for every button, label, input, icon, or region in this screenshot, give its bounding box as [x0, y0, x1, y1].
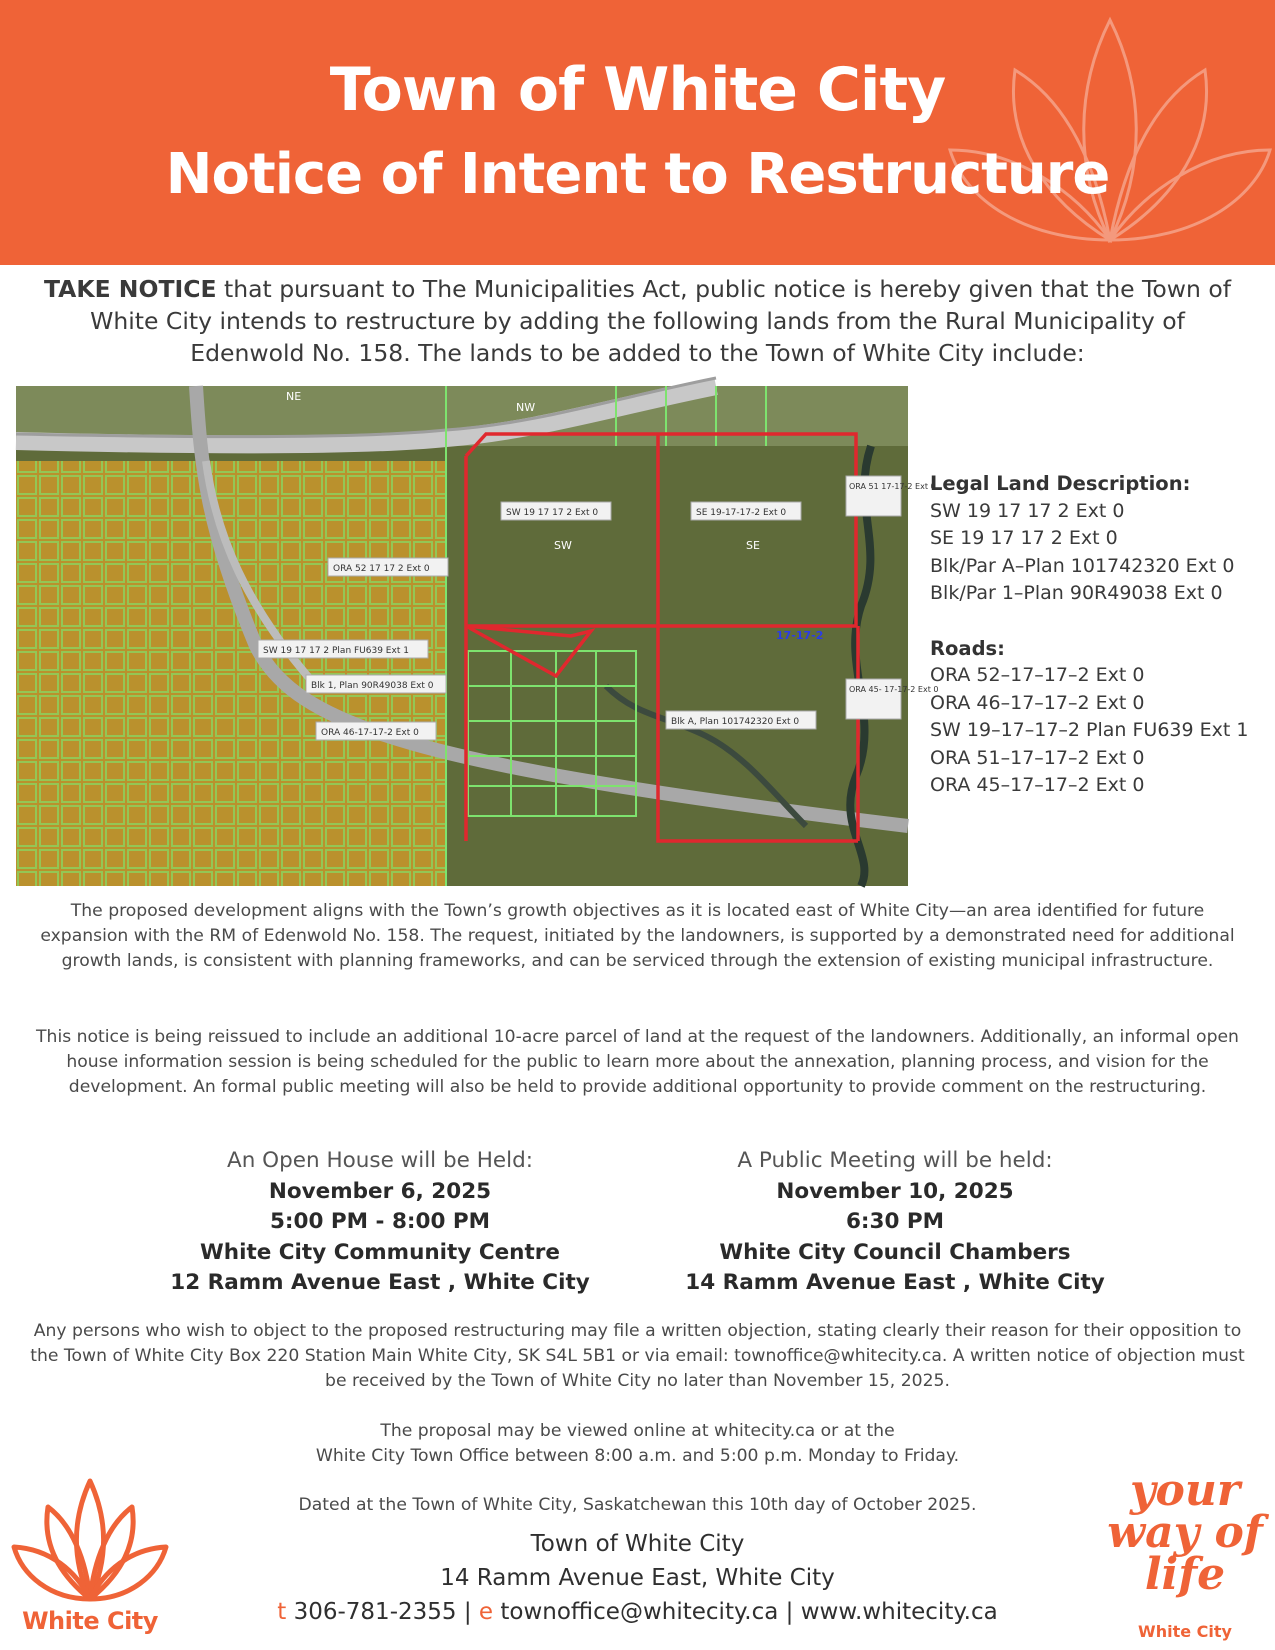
legal-heading: Legal Land Description:	[930, 472, 1191, 495]
legal-item: Blk/Par A–Plan 101742320 Ext 0	[930, 554, 1235, 577]
dated-line: Dated at the Town of White City, Saskatchewan this 10th day of October 2025.	[298, 1495, 977, 1515]
map-quarter-se: SE	[746, 539, 760, 552]
map-label-sw19: SW 19 17 17 2 Ext 0	[506, 508, 599, 518]
objection-paragraph: Any persons who wish to object to the proposed restructuring may file a written objection, stating clearly their reason for their opposition to the Town of White City Box 220 Station Main White City, SK S4L 5B1 or via email: townoffice@whitecity.ca. A written notice of objection must be received by the Town of White City no later than November 15, 2025.	[30, 1321, 1245, 1391]
map-quarter-nw: NW	[516, 401, 536, 414]
open-house-date: November 6, 2025	[268, 1178, 492, 1204]
road-item: SW 19–17–17–2 Plan FU639 Ext 1	[930, 719, 1249, 741]
open-house-time: 5:00 PM - 8:00 PM	[269, 1209, 491, 1234]
contact-org: Town of White City	[530, 1531, 745, 1557]
logo-left-name: White City	[22, 1607, 158, 1635]
map-label-blk1: Blk 1, Plan 90R49038 Ext 0	[311, 681, 434, 691]
legal-item: SW 19 17 17 2 Ext 0	[930, 499, 1125, 522]
map-label-blka: Blk A, Plan 101742320 Ext 0	[671, 717, 800, 727]
open-house-lead: An Open House will be Held:	[227, 1148, 533, 1173]
logo-right-name: White City	[1138, 1622, 1232, 1641]
email-prefix: e	[478, 1599, 494, 1625]
lotus-logo-icon	[10, 1475, 170, 1605]
white-city-logo	[10, 1475, 170, 1645]
phone-prefix: t	[277, 1599, 287, 1625]
contact-block	[180, 1527, 1095, 1629]
road-item: ORA 51–17–17–2 Ext 0	[930, 746, 1145, 769]
contact-line	[180, 1595, 1095, 1629]
development-paragraph: The proposed development aligns with the Town’s growth objectives as it is located east of White City—an area identified for future expansion with the RM of Edenwold No. 158. The request, initiated by the landowners, is supported by a demonstrated need for additional growth lands, is consistent with planning frameworks, and can be serviced through the extension of existing municipal infrastructure.	[40, 901, 1235, 971]
logo-tagline: your way of life	[1107, 1465, 1263, 1600]
area-map	[16, 386, 939, 886]
lotus-decoration-icon	[945, 0, 1275, 265]
map-label-sw19-plan: SW 19 17 17 2 Plan FU639 Ext 1	[263, 646, 409, 656]
contact-address: 14 Ramm Avenue East, White City	[440, 1565, 835, 1591]
map-label-ora51: ORA 51 17-17-2 Ext 0	[849, 482, 936, 491]
map-label-ora52: ORA 52 17 17 2 Ext 0	[333, 564, 430, 574]
open-house-venue: White City Community Centre	[200, 1239, 560, 1265]
page-subtitle: Notice of Intent to Restructure	[165, 142, 1110, 207]
open-house-block	[130, 1146, 630, 1299]
map-image	[16, 386, 939, 886]
open-house-address: 12 Ramm Avenue East , White City	[170, 1270, 590, 1295]
contact-phone: 306-781-2355 |	[286, 1599, 479, 1625]
take-notice-lead: TAKE NOTICE	[43, 275, 217, 303]
map-label-ora45: ORA 45- 17-17-2 Ext 0	[849, 685, 939, 694]
legal-land-description	[930, 470, 1260, 800]
view-line-2: White City Town Office between 8:00 a.m. and 5:00 p.m. Monday to Friday.	[315, 1446, 960, 1466]
public-meeting-date: November 10, 2025	[776, 1178, 1014, 1204]
view-line-1: The proposal may be viewed online at whitecity.ca or at the	[380, 1421, 895, 1441]
public-meeting-venue: White City Council Chambers	[719, 1239, 1071, 1265]
map-label-ora46: ORA 46-17-17-2 Ext 0	[321, 728, 419, 738]
intro-text: that pursuant to The Municipalities Act, public notice is hereby given that the Town of White City intends to restructure by adding the following lands from the Rural Municipality of Edenwold No. 158. The lands to be added to the Town of White City include:	[90, 275, 1232, 367]
public-meeting-block	[645, 1146, 1145, 1299]
roads-heading: Roads:	[930, 636, 1005, 660]
contact-email-web[interactable]: townoffice@whitecity.ca | www.whitecity.ca	[493, 1599, 998, 1625]
map-label-se19: SE 19-17-17-2 Ext 0	[696, 508, 787, 518]
road-item: ORA 45–17–17–2 Ext 0	[930, 774, 1145, 796]
public-meeting-time: 6:30 PM	[845, 1209, 945, 1234]
reissue-paragraph: This notice is being reissued to include an additional 10-acre parcel of land at the request of the landowners. Additionally, an informal open house information session is being scheduled for the public to learn more about the annexation, planning process, and vision for the development. An formal public meeting will also be held to provide additional opportunity to provide comment on the restructuring.	[36, 1027, 1239, 1097]
map-quarter-sw: SW	[554, 539, 572, 552]
your-way-of-life-logo	[1100, 1465, 1270, 1648]
intro-paragraph	[30, 273, 1245, 369]
map-quarter-ne: NE	[286, 390, 302, 403]
header-banner	[0, 0, 1275, 265]
road-item: ORA 52–17–17–2 Ext 0	[930, 664, 1145, 686]
legal-item: SE 19 17 17 2 Ext 0	[930, 527, 1118, 549]
map-township-label: 17-17-2	[776, 629, 824, 642]
legal-item: Blk/Par 1–Plan 90R49038 Ext 0	[930, 582, 1223, 604]
page-title: Town of White City	[329, 55, 946, 125]
road-item: ORA 46–17–17–2 Ext 0	[930, 691, 1145, 714]
public-meeting-address: 14 Ramm Avenue East , White City	[685, 1270, 1105, 1295]
public-meeting-lead: A Public Meeting will be held:	[737, 1148, 1053, 1173]
view-proposal-text	[30, 1419, 1245, 1469]
